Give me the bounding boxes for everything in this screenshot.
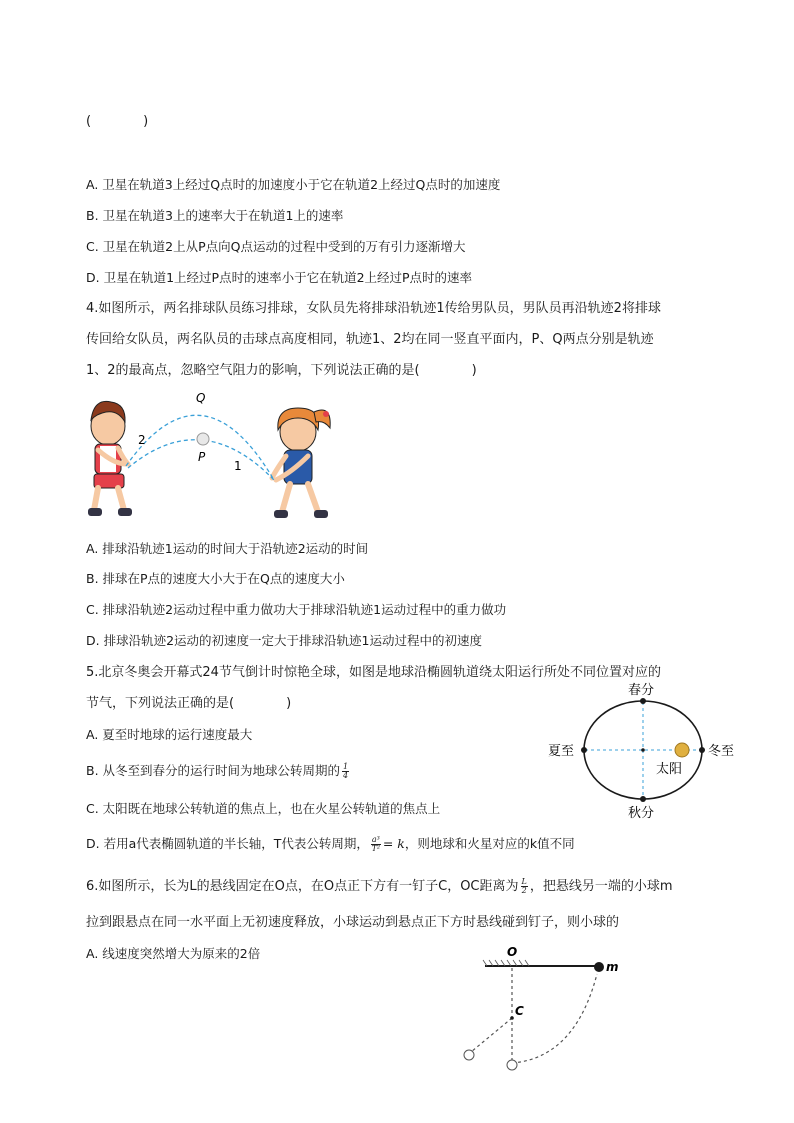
q6-stem-line1 (86, 878, 672, 896)
q3-option-c: C. 卫星在轨道2上从P点向Q点运动的过程中受到的万有引力逐渐增大 (86, 239, 466, 254)
q5-stem-line1: 5.北京冬奥会开幕式24节气倒计时惊艳全球，如图是地球沿椭圆轨道绕太阳运行所处不同位置对应的 (86, 665, 661, 680)
q5-option-b (86, 762, 351, 780)
q5-option-d (86, 835, 575, 853)
fraction-numerator: 1 (343, 762, 349, 771)
pendulum-figure (455, 938, 645, 1073)
q3-option-d: D. 卫星在轨道1上经过P点时的速率小于它在轨道2上经过P点时的速率 (86, 270, 473, 285)
ball-position-left (464, 1050, 474, 1060)
label-autumn: 秋分 (628, 806, 655, 821)
fraction-numerator: a³ (371, 835, 380, 844)
earth-winter (699, 747, 705, 753)
q4-option-c: C. 排球沿轨迹2运动过程中重力做功大于排球沿轨迹1运动过程中的重力做功 (86, 602, 507, 617)
ball-position-bottom (507, 1060, 517, 1070)
nail-c (510, 1016, 514, 1020)
volleyball-figure (86, 388, 346, 528)
q4-option-d: D. 排球沿轨迹2运动的初速度一定大于排球沿轨迹1运动过程中的初速度 (86, 633, 482, 648)
label-summer: 夏至 (548, 744, 575, 759)
q5-option-b-fraction (342, 763, 349, 780)
q5-option-a: A. 夏至时地球的运行速度最大 (86, 727, 253, 742)
label-m: m (606, 960, 619, 974)
q5-stem-line2: 节气，下列说法正确的是( ) (86, 696, 292, 711)
fraction-denominator: 4 (343, 771, 349, 780)
label-sun: 太阳 (656, 762, 683, 777)
earth-orbit-figure (540, 680, 750, 825)
q3-option-a: A. 卫星在轨道3上经过Q点时的加速度小于它在轨道2上经过Q点时的加速度 (86, 177, 501, 192)
q4-option-b: B. 排球在P点的速度大小大于在Q点的速度大小 (86, 571, 345, 586)
label-winter: 冬至 (708, 744, 735, 759)
earth-spring (640, 698, 646, 704)
volleyball (197, 433, 209, 445)
earth-autumn (640, 796, 646, 802)
q3-answer-bracket: ( ) (86, 114, 149, 129)
center-dot (641, 748, 645, 752)
label-trajectory-1: 1 (234, 459, 242, 473)
q5-option-d-fraction (371, 836, 381, 853)
fraction-numerator: L (521, 877, 527, 886)
q6-option-a: A. 线速度突然增大为原来的2倍 (86, 946, 261, 961)
q5-option-d-eq: = k (382, 836, 405, 851)
label-p: P (198, 450, 206, 464)
q6-fraction (521, 878, 528, 895)
q5-option-b-text: B. 从冬至到春分的运行时间为地球公转周期的 (86, 763, 341, 778)
boy-player-illustration (88, 401, 132, 516)
label-spring: 春分 (628, 683, 655, 698)
label-q: Q (196, 391, 206, 405)
q4-stem-line2: 传回给女队员，两名队员的击球点高度相同，轨迹1、2均在同一竖直平面内，P、Q两点分别是轨迹 (86, 332, 654, 347)
label-trajectory-2: 2 (138, 433, 146, 447)
ball-m (594, 962, 604, 972)
trajectory-2 (126, 415, 274, 480)
q5-option-c: C. 太阳既在地球公转轨道的焦点上，也在火星公转轨道的焦点上 (86, 801, 441, 816)
label-c: C (515, 1004, 524, 1018)
girl-player-illustration (272, 408, 330, 518)
q4-option-a: A. 排球沿轨迹1运动的时间大于沿轨迹2运动的时间 (86, 541, 369, 556)
q4-stem-line3: 1、2的最高点，忽略空气阻力的影响，下列说法正确的是( ) (86, 363, 477, 378)
q6-stem-post: ，把悬线另一端的小球m (529, 879, 673, 894)
label-o: O (507, 945, 518, 959)
sun-icon (675, 743, 689, 757)
q6-stem-line2: 拉到跟悬点在同一水平面上无初速度释放，小球运动到悬点正下方时悬线碰到钉子，则小球的 (86, 915, 620, 930)
q6-stem-pre: 6.如图所示，长为L的悬线固定在O点，在O点正下方有一钉子C，OC距离为 (86, 879, 519, 894)
earth-summer (581, 747, 587, 753)
q4-stem-line1: 4.如图所示，两名排球队员练习排球，女队员先将排球沿轨迹1传给男队员，男队员再沿轨迹2将排球 (86, 301, 661, 316)
fraction-denominator: 2 (521, 886, 527, 895)
q3-option-b: B. 卫星在轨道3上的速率大于在轨道1上的速率 (86, 208, 344, 223)
q5-option-d-post: ，则地球和火星对应的k值不同 (404, 836, 575, 851)
fraction-denominator: T² (371, 844, 381, 853)
q5-option-d-pre: D. 若用a代表椭圆轨道的半长轴，T代表公转周期， (86, 836, 369, 851)
